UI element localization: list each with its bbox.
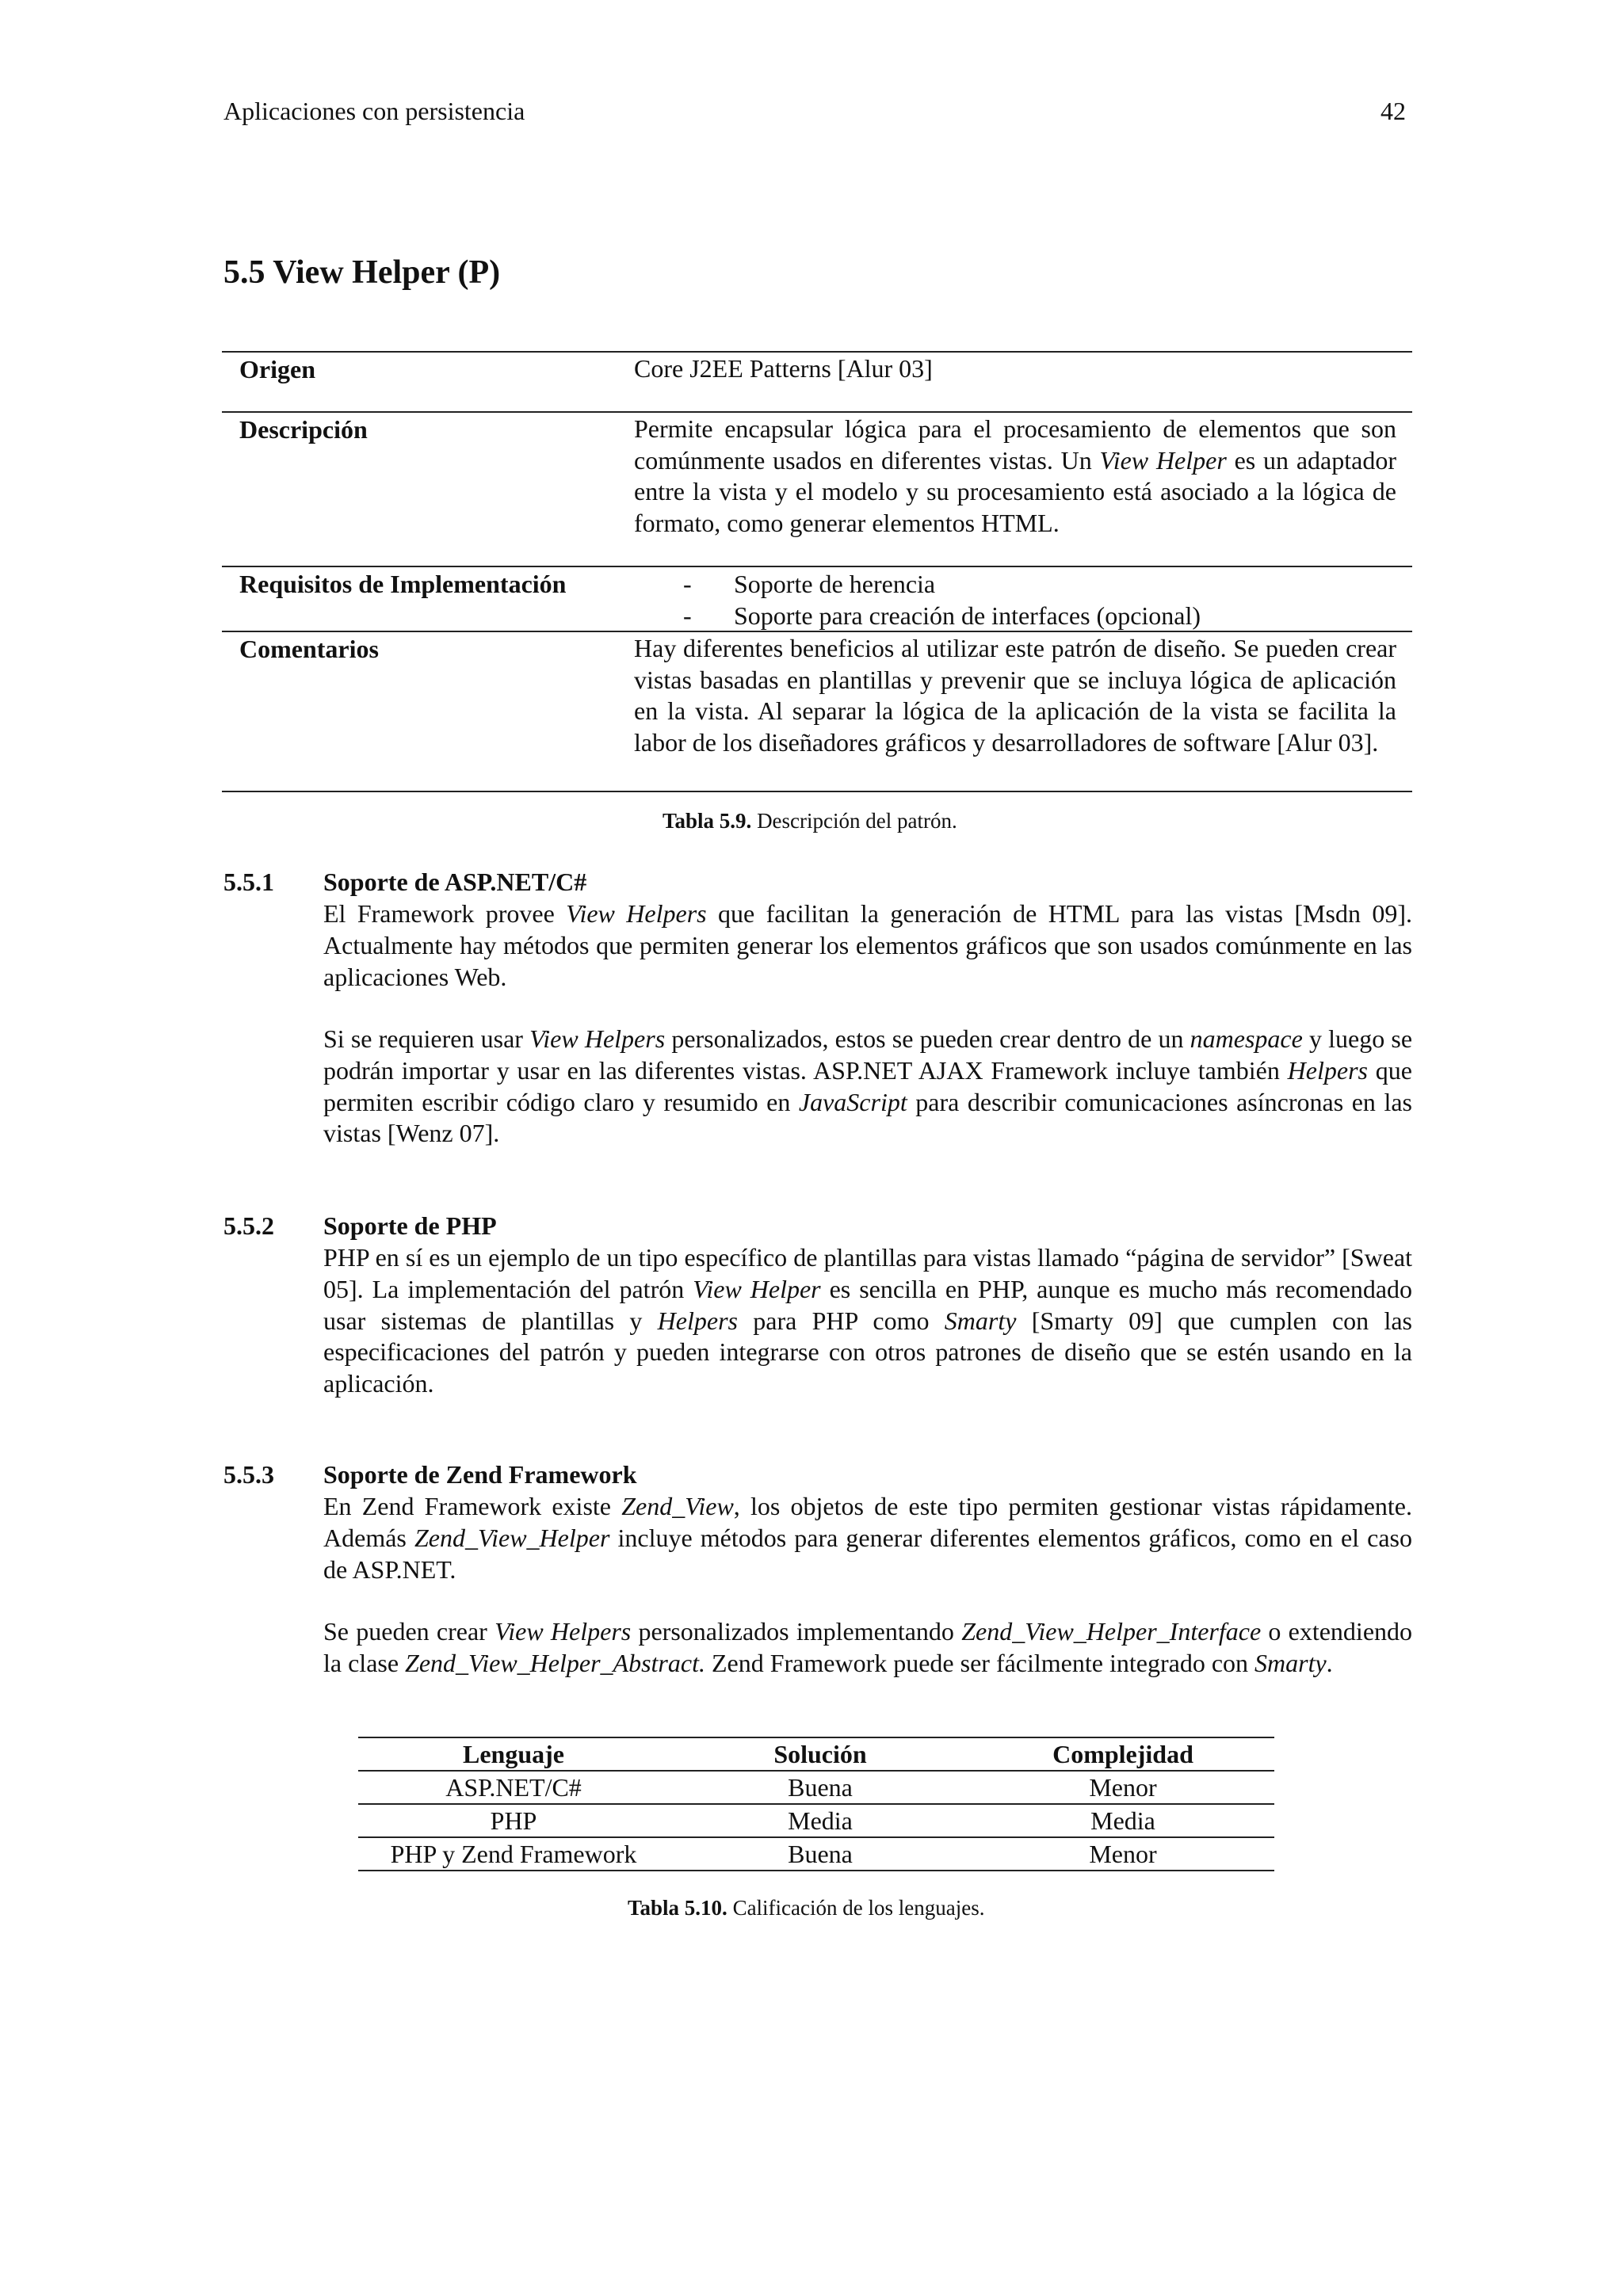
table-row <box>358 1837 1274 1871</box>
table-cell: ASP.NET/C# <box>358 1771 669 1804</box>
table-rule <box>222 566 1412 567</box>
descripcion-label: Descripción <box>239 415 368 444</box>
comentarios-label: Comentarios <box>239 635 379 663</box>
subsection-title: Soporte de PHP <box>323 1211 497 1240</box>
table-cell: Menor <box>972 1837 1274 1871</box>
list-item: - Soporte para creación de interfaces (opcional) <box>683 601 1201 630</box>
origen-label: Origen <box>239 355 315 383</box>
comentarios-text: Hay diferentes beneficios al utilizar este patrón de diseño. Se pueden crear vistas basadas en plantillas y prevenir que se incluya lógica de aplicación en la vista. Al separar la lógica de la aplicación de la vista se facilita la labor de los diseñadores gráficos y desarrolladores de software [Alur 03]. <box>634 634 1396 757</box>
running-title: Aplicaciones con persistencia <box>223 97 525 125</box>
table-caption: Tabla 5.9. Descripción del patrón. <box>663 809 957 833</box>
table-rule <box>222 791 1412 792</box>
table-cell: Media <box>669 1804 972 1837</box>
table-caption: Tabla 5.10. Calificación de los lenguajes. <box>628 1896 985 1920</box>
subsection-title: Soporte de ASP.NET/C# <box>323 868 587 896</box>
column-header: Lenguaje <box>358 1737 669 1771</box>
table-header-row <box>358 1737 1274 1771</box>
column-header: Complejidad <box>972 1737 1274 1771</box>
table-row <box>358 1804 1274 1837</box>
paragraph: En Zend Framework existe Zend_View, los objetos de este tipo permiten gestionar vistas rápidamente. Además Zend_View_Helper incluye métodos para generar diferentes elementos gráficos, como en el caso de ASP.NET. <box>323 1492 1413 1584</box>
table-cell: PHP y Zend Framework <box>358 1837 669 1871</box>
page-number: 42 <box>1381 97 1406 125</box>
paragraph: El Framework provee View Helpers que facilitan la generación de HTML para las vistas [Msdn 09]. Actualmente hay métodos que permiten generar los elementos gráficos que son usados comúnmente en las aplicaciones Web. <box>323 899 1413 991</box>
subsection-number: 5.5.3 <box>223 1460 274 1489</box>
paragraph: Si se requieren usar View Helpers personalizados, estos se pueden crear dentro de un namespace y luego se podrán importar y usar en las diferentes vistas. ASP.NET AJAX Framework incluye también Helpers que permiten escribir código claro y resumido en JavaScript para describir comunicaciones asíncronas en las vistas [Wenz 07]. <box>323 1024 1413 1148</box>
list-item: - Soporte de herencia <box>683 570 936 598</box>
origen-text: Core J2EE Patterns [Alur 03] <box>634 354 933 383</box>
requisitos-label: Requisitos de Implementación <box>239 570 567 598</box>
table-cell: Buena <box>669 1837 972 1871</box>
column-header: Solución <box>669 1737 972 1771</box>
table-cell: Menor <box>972 1771 1274 1804</box>
subsection-number: 5.5.2 <box>223 1211 274 1240</box>
table-cell: Media <box>972 1804 1274 1837</box>
subsection-number: 5.5.1 <box>223 868 274 896</box>
descripcion-text: Permite encapsular lógica para el procesamiento de elementos que son comúnmente usados en diferentes vistas. Un View Helper es un adaptador entre la vista y el modelo y su procesamiento está asociado a la lógica de formato, como generar elementos HTML. <box>634 414 1396 537</box>
table-rule <box>222 631 1412 632</box>
subsection-title: Soporte de Zend Framework <box>323 1460 637 1489</box>
languages-table <box>358 1737 1274 1871</box>
table-rule <box>222 351 1412 353</box>
paragraph: PHP en sí es un ejemplo de un tipo específico de plantillas para vistas llamado “página de servidor” [Sweat 05]. La implementación del patrón View Helper es sencilla en PHP, aunque es mucho más recomendado usar sistemas de plantillas y Helpers para PHP como Smarty [Smarty 09] que cumplen con las especificaciones del patrón y pueden integrarse con otros patrones de diseño que se estén usando en la aplicación. <box>323 1243 1413 1398</box>
section-title: 5.5 View Helper (P) <box>223 254 501 291</box>
table-cell: PHP <box>358 1804 669 1837</box>
table-row <box>358 1771 1274 1804</box>
paragraph: Se pueden crear View Helpers personalizados implementando Zend_View_Helper_Interface o extendiendo la clase Zend_View_Helper_Abstract. Zend Framework puede ser fácilmente integrado con Smarty. <box>323 1617 1413 1677</box>
table-cell: Buena <box>669 1771 972 1804</box>
table-rule <box>222 411 1412 413</box>
